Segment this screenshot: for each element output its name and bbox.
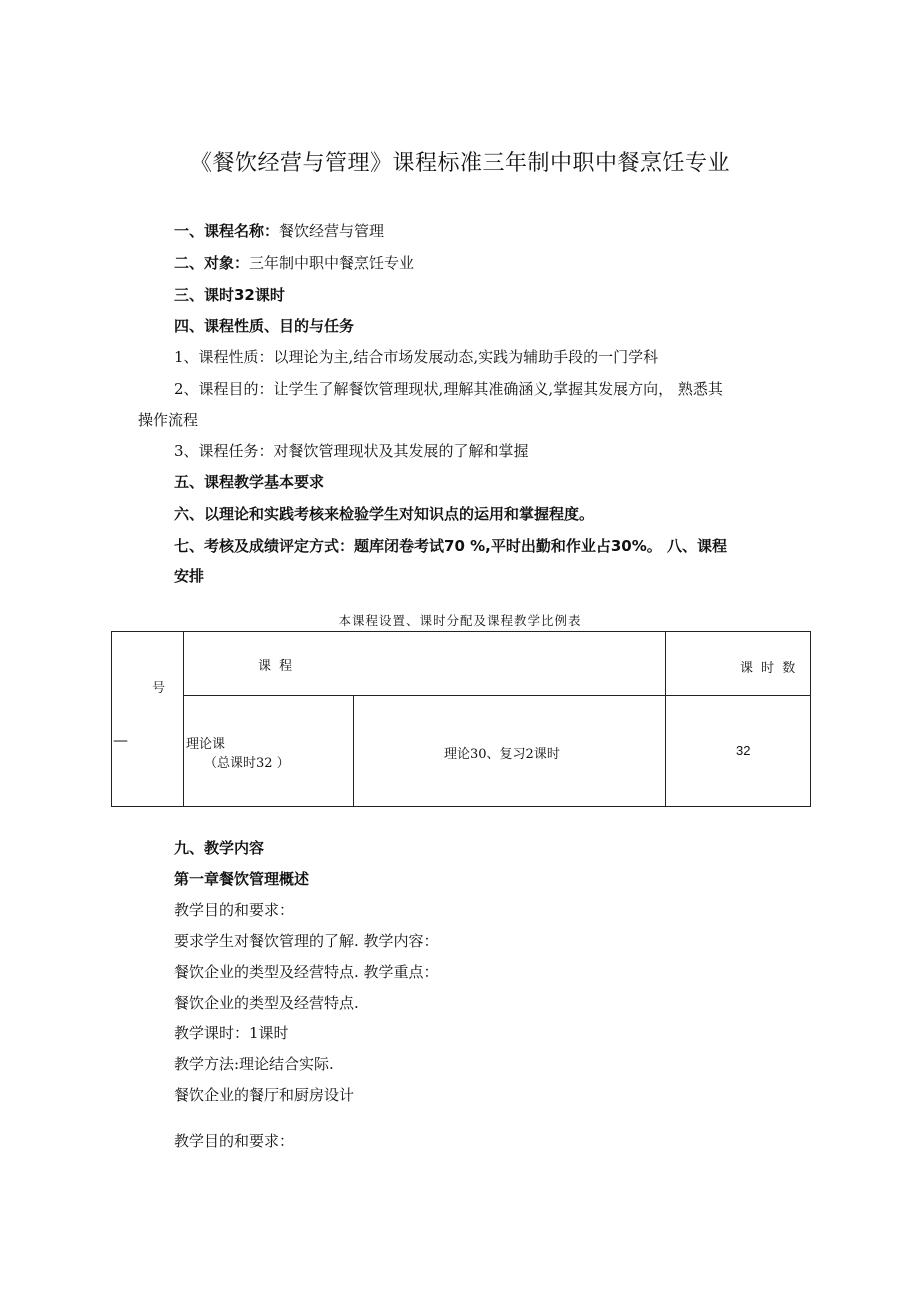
chapter-1-heading: 第一章餐饮管理概述 xyxy=(174,870,310,888)
grading-heading-cont: 安排 xyxy=(174,567,205,585)
nature-item-1: 1、课程性质：以理论为主,结合市场发展动态,实践为辅助手段的一门学科 xyxy=(174,348,659,366)
target-value: 三年制中职中餐烹饪专业 xyxy=(249,254,415,272)
content-heading: 九、教学内容 xyxy=(174,839,265,857)
nature-item-3: 3、课程任务：对餐饮管理现状及其发展的了解和掌握 xyxy=(174,442,529,460)
row-detail: 理论30、复习2课时 xyxy=(444,747,560,762)
nature-heading: 四、课程性质、目的与任务 xyxy=(174,317,355,335)
row-hours: 32 xyxy=(736,743,751,758)
target-label: 二、对象： xyxy=(174,254,250,272)
content-line: 餐饮企业的类型及经营特点. xyxy=(174,994,359,1012)
content-line: 要求学生对餐饮管理的了解. 教学内容： xyxy=(174,932,439,950)
content-line: 教学目的和要求： xyxy=(174,1132,295,1150)
table-divider xyxy=(183,695,810,696)
header-course: 课 程 xyxy=(258,659,295,674)
row-course-total: （总课时32 ） xyxy=(204,756,290,771)
table-divider xyxy=(353,695,354,806)
grading-heading: 七、考核及成绩评定方式：题库闭卷考试70 %,平时出勤和作业占30%。 八、课程 xyxy=(174,537,727,555)
table-border xyxy=(111,631,811,807)
row-course-name: 理论课 xyxy=(186,737,226,752)
document-title: 《餐饮经营与管理》课程标准三年制中职中餐烹饪专业 xyxy=(189,151,730,176)
table-divider xyxy=(183,631,184,806)
nature-item-2-cont: 操作流程 xyxy=(138,411,199,429)
content-line: 餐饮企业的类型及经营特点. 教学重点： xyxy=(174,963,439,981)
header-number: 号 xyxy=(152,681,166,696)
hours-heading: 三、课时32课时 xyxy=(174,286,285,304)
table-divider xyxy=(665,631,666,806)
target-line xyxy=(174,253,414,273)
assessment-heading: 六、以理论和实践考核来检验学生对知识点的运用和掌握程度。 xyxy=(174,505,595,523)
requirements-heading: 五、课程教学基本要求 xyxy=(174,473,325,491)
course-name-value: 餐饮经营与管理 xyxy=(279,222,385,240)
content-line: 教学方法:理论结合实际. xyxy=(174,1055,334,1073)
content-line: 教学目的和要求： xyxy=(174,901,295,919)
course-name-label: 一、课程名称： xyxy=(174,222,280,240)
course-name-line xyxy=(174,221,384,241)
row-number: — xyxy=(113,731,128,749)
nature-item-2: 2、课程目的：让学生了解餐饮管理现状,理解其准确涵义,掌握其发展方向， 熟悉其 xyxy=(174,380,723,398)
table-caption: 本课程设置、课时分配及课程教学比例表 xyxy=(338,613,582,628)
content-line: 教学课时：1课时 xyxy=(174,1024,289,1042)
content-line: 餐饮企业的餐厅和厨房设计 xyxy=(174,1086,355,1104)
header-hours: 课 时 数 xyxy=(740,661,798,676)
